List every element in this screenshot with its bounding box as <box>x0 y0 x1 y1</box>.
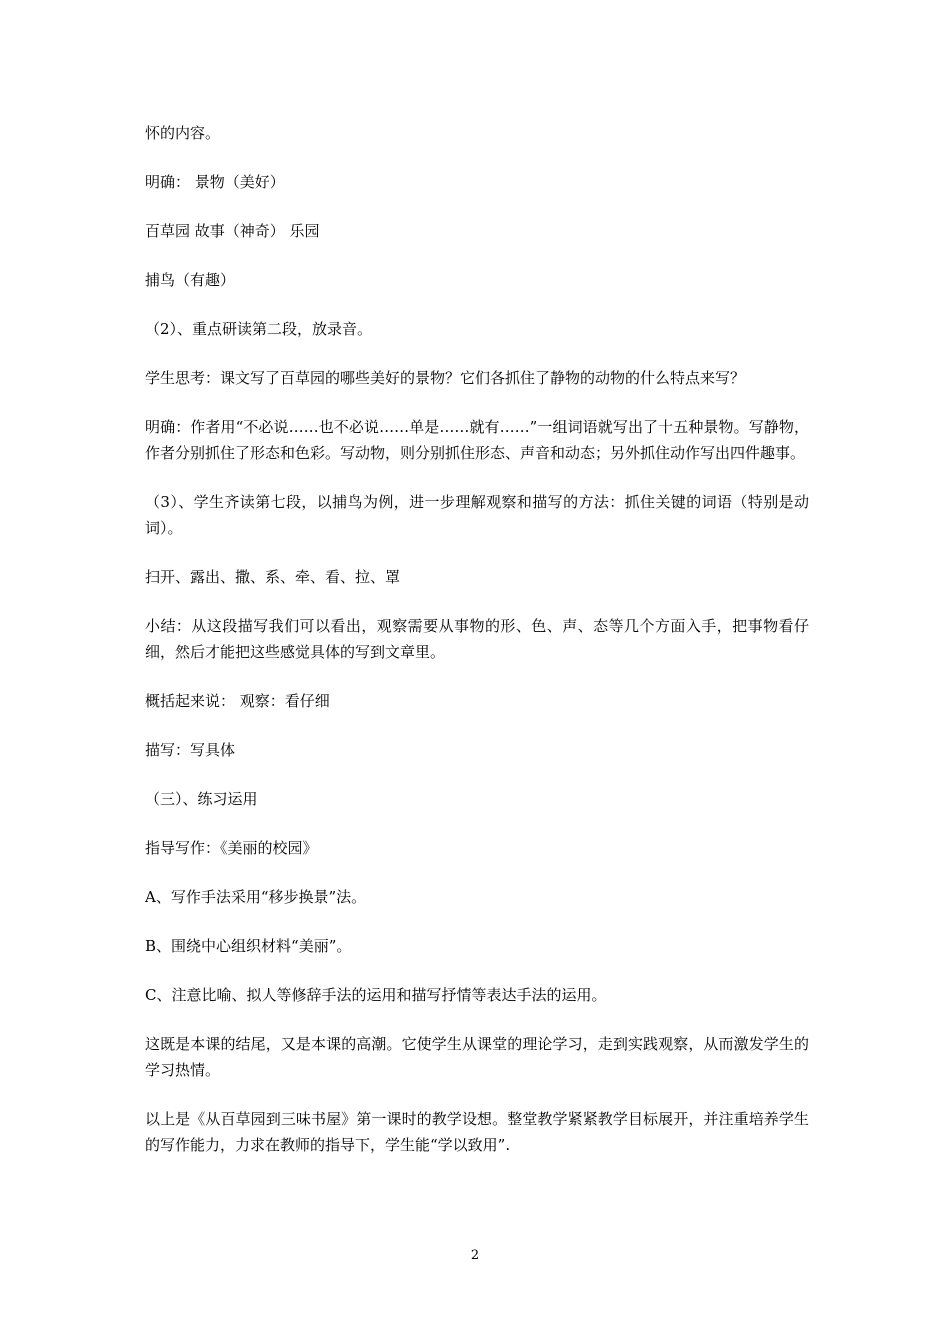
paragraph-writing-guide: 指导写作：《美丽的校园》 <box>145 839 318 857</box>
paragraph-item-c: C、注意比喻、拟人等修辞手法的运用和描写抒情等表达手法的运用。 <box>145 986 607 1004</box>
paragraph-student-thinking: 学生思考：课文写了百草园的哪些美好的景物？它们各抓住了静物的动物的什么特点来写？ <box>145 369 746 387</box>
paragraph-continuation: 怀的内容。 <box>145 124 221 142</box>
paragraph-climax: 这既是本课的结尾，又是本课的高潮。它使学生从课堂的理论学习，走到实践观察，从而激发学生的学习热情。 <box>145 1035 809 1079</box>
paragraph-item-b: B、围绕中心组织材料“美丽”。 <box>145 937 352 955</box>
paragraph-conclusion: 以上是《从百草园到三味书屋》第一课时的教学设想。整堂教学紧紧教学目标展开，并注重培养学生的写作能力，力求在教师的指导下，学生能“学以致用”. <box>145 1110 809 1154</box>
paragraph-clarify-scenery: 明确： 景物（美好） <box>145 173 285 191</box>
paragraph-describe: 描写：写具体 <box>145 741 236 759</box>
page-number: 2 <box>470 1248 480 1263</box>
paragraph-section-3: （3）、学生齐读第七段，以捕鸟为例，进一步理解观察和描写的方法：抓住关键的词语（特别是动词）。 <box>145 493 809 537</box>
paragraph-generalize: 概括起来说： 观察：看仔细 <box>145 692 330 710</box>
paragraph-summary: 小结：从这段描写我们可以看出，观察需要从事物的形、色、声、态等几个方面入手，把事物看仔细，然后才能把这些感觉具体的写到文章里。 <box>145 617 809 661</box>
paragraph-bird-catching: 捕鸟（有趣） <box>145 271 236 289</box>
paragraph-section-2: （2）、重点研读第二段，放录音。 <box>145 320 373 338</box>
paragraph-verbs: 扫开、露出、撒、系、牵、看、拉、罩 <box>145 568 401 586</box>
paragraph-item-a: A、写作手法采用“移步换景”法。 <box>145 888 367 906</box>
document-body <box>145 120 809 1181</box>
paragraph-practice-heading: （三）、练习运用 <box>145 790 258 808</box>
paragraph-garden-story: 百草园 故事（神奇） 乐园 <box>145 222 320 240</box>
paragraph-clarify-author: 明确：作者用“不必说……也不必说……单是……就有……”一组词语就写出了十五种景物。写静物，作者分别抓住了形态和色彩。写动物，则分别抓住形态、声音和动态；另外抓住动作写出四件趣事。 <box>145 418 809 462</box>
